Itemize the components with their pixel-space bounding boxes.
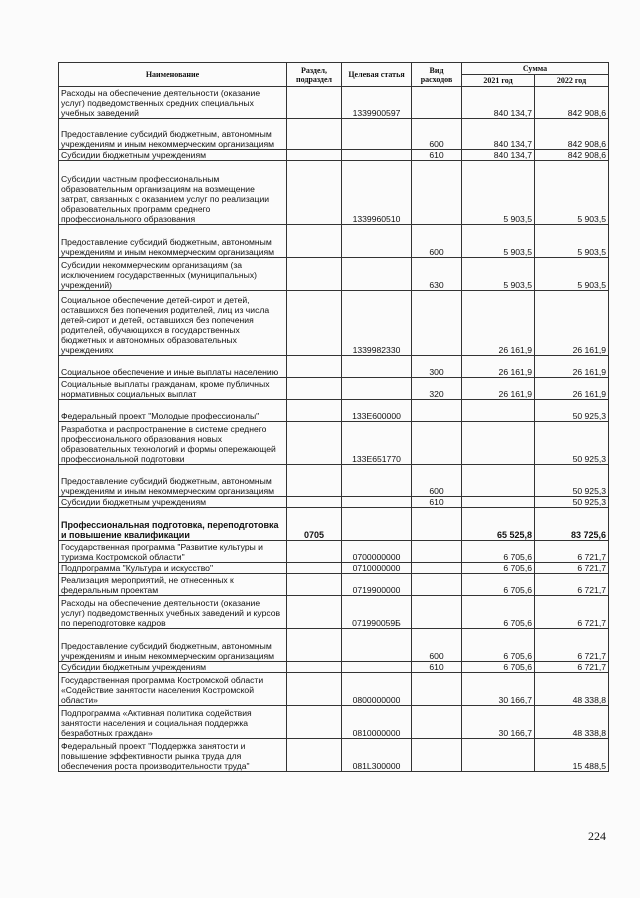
table-row	[59, 356, 609, 378]
row-type	[412, 563, 462, 574]
row-target	[342, 465, 412, 497]
row-name: Социальные выплаты гражданам, кроме публичных нормативных социальных выплат	[59, 378, 287, 400]
row-type	[412, 739, 462, 772]
table-row	[59, 673, 609, 706]
row-section	[287, 706, 342, 739]
row-name: Предоставление субсидий бюджетным, автономным учреждениям и иным некоммерческим организациям	[59, 465, 287, 497]
row-target: 0810000000	[342, 706, 412, 739]
col-target-header: Целевая статья	[342, 63, 412, 87]
table-row	[59, 706, 609, 739]
row-section	[287, 662, 342, 673]
row-target	[342, 119, 412, 150]
row-sum-2022: 48 338,8	[535, 706, 609, 739]
col-type-header: Вид расходов	[412, 63, 462, 87]
table-body	[59, 87, 609, 772]
table-row	[59, 161, 609, 225]
row-sum-2022: 6 721,7	[535, 596, 609, 629]
row-sum-2021: 6 705,6	[462, 574, 535, 596]
row-target: 1339900597	[342, 87, 412, 119]
row-name: Субсидии бюджетным учреждениям	[59, 150, 287, 161]
row-name: Реализация мероприятий, не отнесенных к федеральным проектам	[59, 574, 287, 596]
row-type	[412, 541, 462, 563]
row-type	[412, 400, 462, 422]
row-target: 1339982330	[342, 291, 412, 356]
budget-table	[58, 62, 609, 772]
table-row	[59, 150, 609, 161]
row-type: 300	[412, 356, 462, 378]
row-sum-2022: 26 161,9	[535, 291, 609, 356]
row-target	[342, 356, 412, 378]
row-target	[342, 662, 412, 673]
row-sum-2022: 6 721,7	[535, 541, 609, 563]
row-name: Государственная программа "Развитие культуры и туризма Костромской области"	[59, 541, 287, 563]
row-sum-2021: 5 903,5	[462, 161, 535, 225]
row-sum-2022: 26 161,9	[535, 356, 609, 378]
col-2021-header: 2021 год	[462, 75, 535, 87]
row-type	[412, 574, 462, 596]
row-name: Предоставление субсидий бюджетным, автономным учреждениям и иным некоммерческим организациям	[59, 119, 287, 150]
row-type: 600	[412, 629, 462, 662]
row-section	[287, 258, 342, 291]
row-sum-2022: 15 488,5	[535, 739, 609, 772]
row-name: Федеральный проект "Поддержка занятости и повышение эффективности рынка труда для обеспечения роста производительности труда"	[59, 739, 287, 772]
col-2022-header: 2022 год	[535, 75, 609, 87]
row-name: Социальное обеспечение детей-сирот и детей, оставшихся без попечения родителей, лиц из числа детей-сирот и детей, оставшихся без попечения родителей, обучающихся в государственных бюджетных и автономных образовательных учреждениях	[59, 291, 287, 356]
row-sum-2021: 5 903,5	[462, 225, 535, 258]
row-sum-2021: 6 705,6	[462, 563, 535, 574]
row-type	[412, 596, 462, 629]
row-sum-2021	[462, 739, 535, 772]
table-row	[59, 574, 609, 596]
row-section	[287, 291, 342, 356]
row-section	[287, 596, 342, 629]
table-row	[59, 378, 609, 400]
row-section	[287, 673, 342, 706]
row-name: Субсидии бюджетным учреждениям	[59, 662, 287, 673]
row-sum-2021	[462, 497, 535, 508]
header-row	[59, 63, 609, 75]
col-name-header: Наименование	[59, 63, 287, 87]
table-row	[59, 225, 609, 258]
row-sum-2022: 5 903,5	[535, 161, 609, 225]
row-sum-2021: 26 161,9	[462, 378, 535, 400]
row-sum-2022: 6 721,7	[535, 629, 609, 662]
table-row	[59, 629, 609, 662]
row-sum-2021: 26 161,9	[462, 356, 535, 378]
row-sum-2021: 30 166,7	[462, 706, 535, 739]
table-row	[59, 291, 609, 356]
row-type: 600	[412, 225, 462, 258]
row-sum-2022: 26 161,9	[535, 378, 609, 400]
table-row	[59, 508, 609, 541]
row-type: 630	[412, 258, 462, 291]
row-target: 081L300000	[342, 739, 412, 772]
table-row	[59, 119, 609, 150]
row-name: Федеральный проект "Молодые профессионалы"	[59, 400, 287, 422]
row-sum-2021	[462, 422, 535, 465]
row-type	[412, 673, 462, 706]
row-section	[287, 356, 342, 378]
row-sum-2021: 30 166,7	[462, 673, 535, 706]
table-row	[59, 541, 609, 563]
row-target: 0700000000	[342, 541, 412, 563]
row-name: Расходы на обеспечение деятельности (оказание услуг) подведомственных учебных заведений и курсов по переподготовке кадров	[59, 596, 287, 629]
row-section	[287, 378, 342, 400]
table-row	[59, 422, 609, 465]
row-sum-2021	[462, 400, 535, 422]
row-sum-2021: 6 705,6	[462, 596, 535, 629]
row-type: 600	[412, 465, 462, 497]
row-section	[287, 422, 342, 465]
row-type: 600	[412, 119, 462, 150]
row-target	[342, 258, 412, 291]
row-target	[342, 225, 412, 258]
row-type	[412, 422, 462, 465]
row-name: Разработка и распространение в системе среднего профессионального образования новых образовательных технологий и формы опережающей профессиональной подготовки	[59, 422, 287, 465]
row-target	[342, 508, 412, 541]
row-sum-2022: 50 925,3	[535, 422, 609, 465]
row-sum-2021: 6 705,6	[462, 662, 535, 673]
row-name: Профессиональная подготовка, переподготовка и повышение квалификации	[59, 508, 287, 541]
row-name: Предоставление субсидий бюджетным, автономным учреждениям и иным некоммерческим организациям	[59, 225, 287, 258]
row-section	[287, 87, 342, 119]
row-sum-2022: 6 721,7	[535, 574, 609, 596]
row-target	[342, 378, 412, 400]
row-target: 071990059Б	[342, 596, 412, 629]
row-sum-2022: 50 925,3	[535, 465, 609, 497]
row-section: 0705	[287, 508, 342, 541]
row-target	[342, 150, 412, 161]
table-row	[59, 258, 609, 291]
row-target: 0710000000	[342, 563, 412, 574]
row-type: 610	[412, 662, 462, 673]
row-target	[342, 497, 412, 508]
row-section	[287, 563, 342, 574]
row-target: 1339960510	[342, 161, 412, 225]
row-sum-2021: 840 134,7	[462, 119, 535, 150]
row-name: Субсидии некоммерческим организациям (за исключением государственных (муниципальных) учреждений)	[59, 258, 287, 291]
row-sum-2021: 840 134,7	[462, 87, 535, 119]
row-sum-2021: 65 525,8	[462, 508, 535, 541]
row-sum-2021: 6 705,6	[462, 541, 535, 563]
row-name: Государственная программа Костромской области «Содействие занятости населения Костромской области»	[59, 673, 287, 706]
table-row	[59, 87, 609, 119]
row-type: 610	[412, 150, 462, 161]
row-name: Расходы на обеспечение деятельности (оказание услуг) подведомственных средних специальных учебных заведений	[59, 87, 287, 119]
row-target: 133E651770	[342, 422, 412, 465]
row-type	[412, 508, 462, 541]
row-type	[412, 291, 462, 356]
col-sum-header: Сумма	[462, 63, 609, 75]
table-row	[59, 400, 609, 422]
row-section	[287, 574, 342, 596]
row-section	[287, 629, 342, 662]
row-sum-2021: 6 705,6	[462, 629, 535, 662]
row-type	[412, 87, 462, 119]
row-sum-2022: 842 908,6	[535, 87, 609, 119]
table-row	[59, 596, 609, 629]
row-sum-2021	[462, 465, 535, 497]
row-sum-2021: 5 903,5	[462, 258, 535, 291]
row-sum-2021: 840 134,7	[462, 150, 535, 161]
row-section	[287, 400, 342, 422]
row-name: Субсидии бюджетным учреждениям	[59, 497, 287, 508]
row-target	[342, 629, 412, 662]
row-sum-2022: 842 908,6	[535, 150, 609, 161]
row-target: 133E600000	[342, 400, 412, 422]
row-section	[287, 119, 342, 150]
row-section	[287, 161, 342, 225]
row-section	[287, 739, 342, 772]
row-sum-2022: 48 338,8	[535, 673, 609, 706]
row-section	[287, 225, 342, 258]
row-sum-2022: 83 725,6	[535, 508, 609, 541]
row-sum-2022: 5 903,5	[535, 225, 609, 258]
row-type	[412, 706, 462, 739]
row-name: Подпрограмма «Активная политика содействия занятости населения и социальная поддержка безработных граждан»	[59, 706, 287, 739]
row-sum-2022: 842 908,6	[535, 119, 609, 150]
row-type: 320	[412, 378, 462, 400]
row-sum-2022: 5 903,5	[535, 258, 609, 291]
row-name: Предоставление субсидий бюджетным, автономным учреждениям и иным некоммерческим организациям	[59, 629, 287, 662]
col-section-header: Раздел, подраздел	[287, 63, 342, 87]
table-row	[59, 465, 609, 497]
row-name: Социальное обеспечение и иные выплаты населению	[59, 356, 287, 378]
row-sum-2022: 6 721,7	[535, 662, 609, 673]
table-row	[59, 662, 609, 673]
row-section	[287, 541, 342, 563]
row-section	[287, 150, 342, 161]
row-section	[287, 497, 342, 508]
row-type	[412, 161, 462, 225]
table-row	[59, 497, 609, 508]
row-sum-2022: 50 925,3	[535, 400, 609, 422]
row-sum-2021: 26 161,9	[462, 291, 535, 356]
row-type: 610	[412, 497, 462, 508]
row-section	[287, 465, 342, 497]
page-number: 224	[588, 829, 606, 843]
row-sum-2022: 6 721,7	[535, 563, 609, 574]
table-row	[59, 563, 609, 574]
row-name: Субсидии частным профессиональным образовательным организациям на возмещение затрат, связанных с оказанием услуг по реализации образовательных программ среднего профессионального образования	[59, 161, 287, 225]
row-target: 0719900000	[342, 574, 412, 596]
row-sum-2022: 50 925,3	[535, 497, 609, 508]
row-target: 0800000000	[342, 673, 412, 706]
row-name: Подпрограмма "Культура и искусство"	[59, 563, 287, 574]
table-row	[59, 739, 609, 772]
